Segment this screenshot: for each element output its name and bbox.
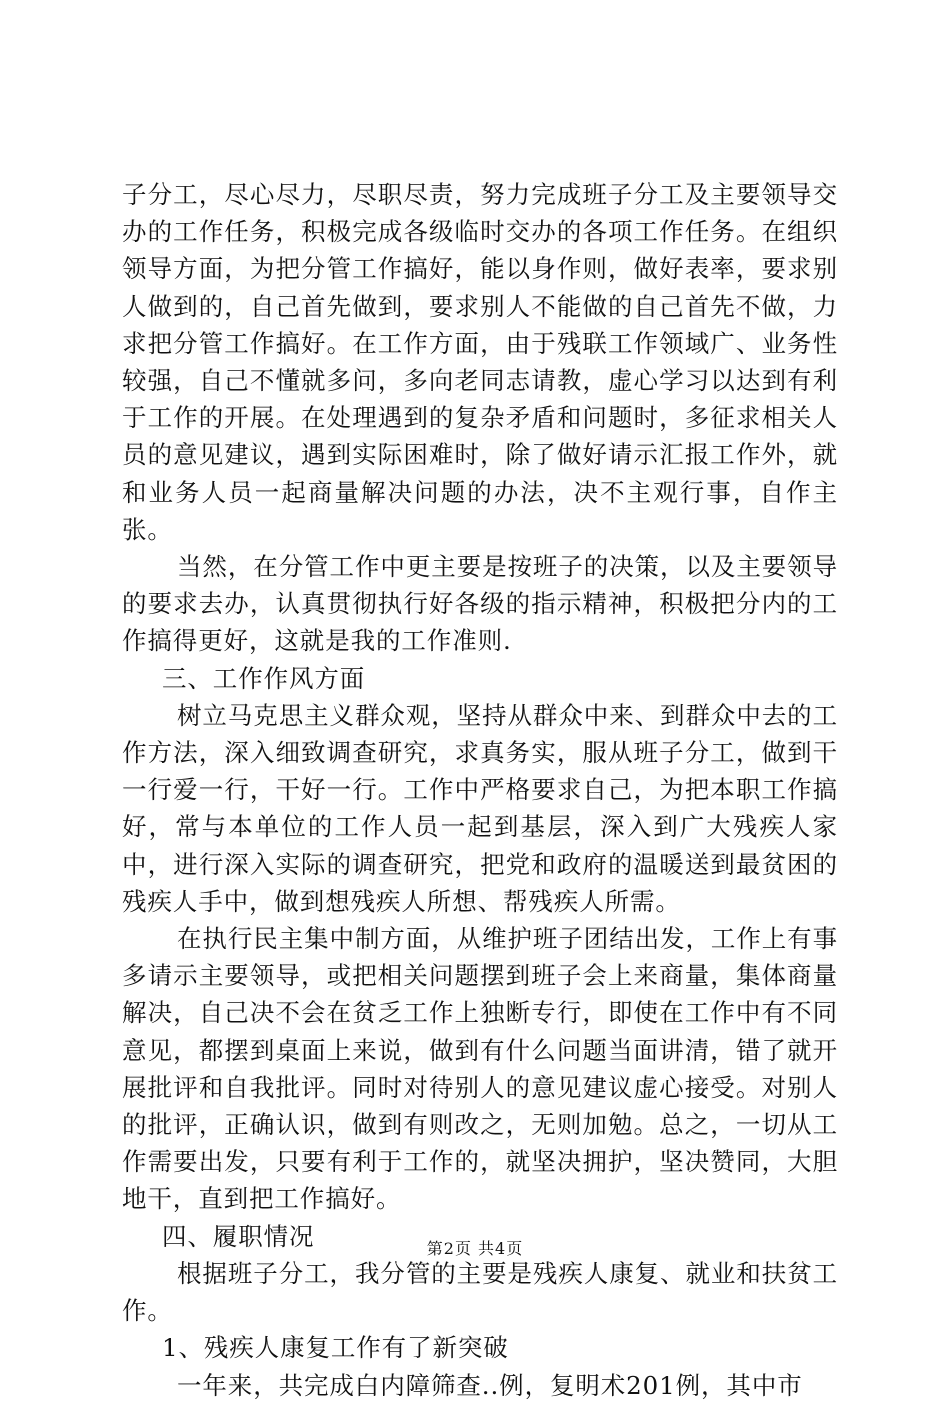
document-body — [122, 176, 838, 1404]
subsection-heading: 1、残疾人康复工作有了新突破 — [162, 1333, 509, 1363]
paragraph: 当然，在分管工作中更主要是按班子的决策，以及主要领导的要求去办，认真贯彻执行好各级的指示精神，积极把分内的工作搞得更好，这就是我的工作准则. — [122, 552, 838, 656]
page-number-label: 第2页 共4页 — [426, 1239, 524, 1258]
page-footer — [0, 1238, 950, 1260]
paragraph: 一年来，共完成白内障筛查..例，复明术201例，其中市 — [177, 1370, 803, 1400]
paragraph: 根据班子分工，我分管的主要是残疾人康复、就业和扶贫工作。 — [122, 1258, 838, 1326]
section-heading: 四、履职情况 — [162, 1221, 315, 1251]
paragraph-continuation: 子分工，尽心尽力，尽职尽责，努力完成班子分工及主要领导交办的工作任务，积极完成各级临时交办的各项工作任务。在组织领导方面，为把分管工作搞好，能以身作则，做好表率，要求别人做到的，自己首先做到，要求别人不能做的自己首先不做，力求把分管工作搞好。在工作方面，由于残联工作领域广、业务性较强，自己不懂就多问，多向老同志请教，虚心学习以达到有利于工作的开展。在处理遇到的复杂矛盾和问题时，多征求相关人员的意见建议，遇到实际困难时，除了做好请示汇报工作外，就和业务人员一起商量解决问题的办法，决不主观行事，自作主张。 — [122, 180, 838, 544]
paragraph: 树立马克思主义群众观，坚持从群众中来、到群众中去的工作方法，深入细致调查研究，求真务实，服从班子分工，做到干一行爱一行，干好一行。工作中严格要求自己，为把本职工作搞好，常与本单位的工作人员一起到基层，深入到广大残疾人家中，进行深入实际的调查研究，把党和政府的温暖送到最贫困的残疾人手中，做到想残疾人所想、帮残疾人所需。 — [122, 700, 838, 916]
paragraph: 在执行民主集中制方面，从维护班子团结出发，工作上有事多请示主要领导，或把相关问题摆到班子会上来商量，集体商量解决，自己决不会在贫乏工作上独断专行，即使在工作中有不同意见，都摆到桌面上来说，做到有什么问题当面讲清，错了就开展批评和自我批评。同时对待别人的意见建议虚心接受。对别人的批评，正确认识，做到有则改之，无则加勉。总之，一切从工作需要出发，只要有利于工作的，就坚决拥护，坚决赞同，大胆地干，直到把工作搞好。 — [122, 924, 838, 1214]
section-heading: 三、工作作风方面 — [162, 663, 366, 693]
